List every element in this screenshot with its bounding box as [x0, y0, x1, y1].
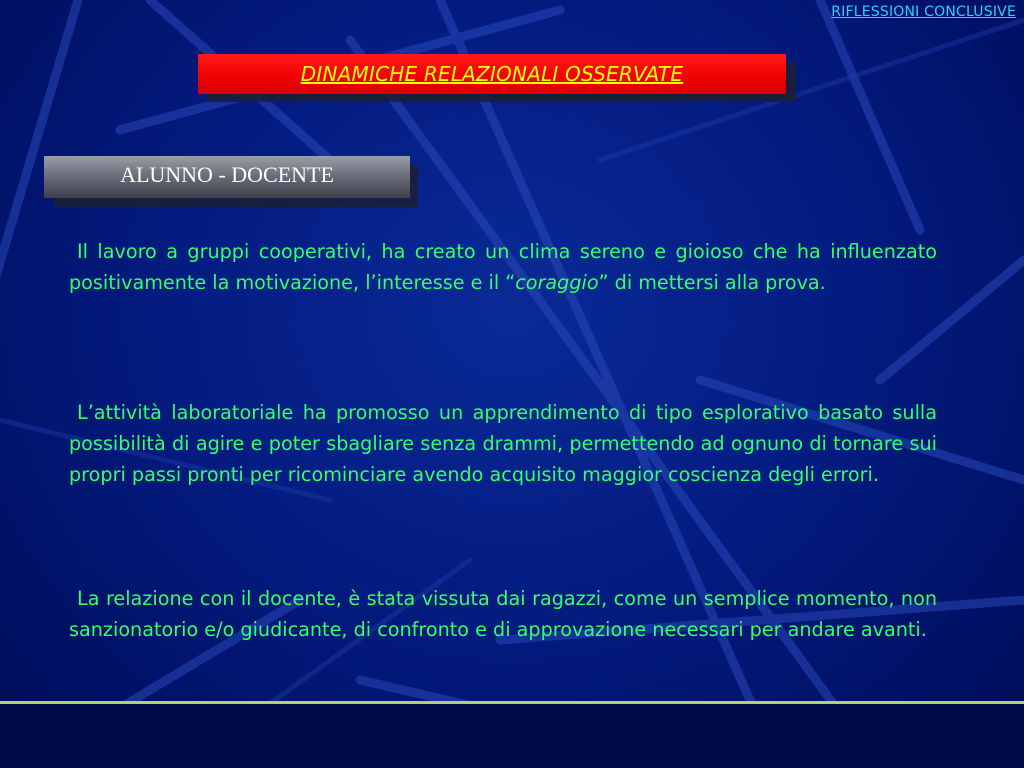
slide-title: DINAMICHE RELAZIONALI OSSERVATE — [300, 62, 684, 86]
title-banner — [198, 54, 786, 94]
footer-band — [0, 704, 1024, 768]
slide-subtitle: ALUNNO - DOCENTE — [120, 162, 334, 187]
paragraph-1-text-a: Il lavoro a gruppi cooperativi, ha creato un clima sereno e gioioso che ha influenzato positivamente la motivazione, l’interesse e il “ — [69, 240, 937, 294]
paragraph-1-text-b: ” di mettersi alla prova. — [598, 271, 826, 294]
section-label: RIFLESSIONI CONCLUSIVE — [831, 4, 1016, 20]
paragraph-1 — [69, 236, 937, 298]
paragraph-2: L’attività laboratoriale ha promosso un apprendimento di tipo esplorativo basato sulla possibilità di agire e poter sbagliare senza drammi, permettendo ad ognuno di tornare sui propri passi pronti per ricominciare avendo acquisito maggior coscienza degli errori. — [69, 401, 937, 486]
subtitle-banner — [44, 156, 410, 198]
paragraph-3: La relazione con il docente, è stata vissuta dai ragazzi, come un semplice momento, non sanzionatorio e/o giudicante, di confronto e di approvazione necessari per andare avanti. — [69, 587, 937, 641]
paragraph-1-emphasis: coraggio — [515, 271, 599, 294]
